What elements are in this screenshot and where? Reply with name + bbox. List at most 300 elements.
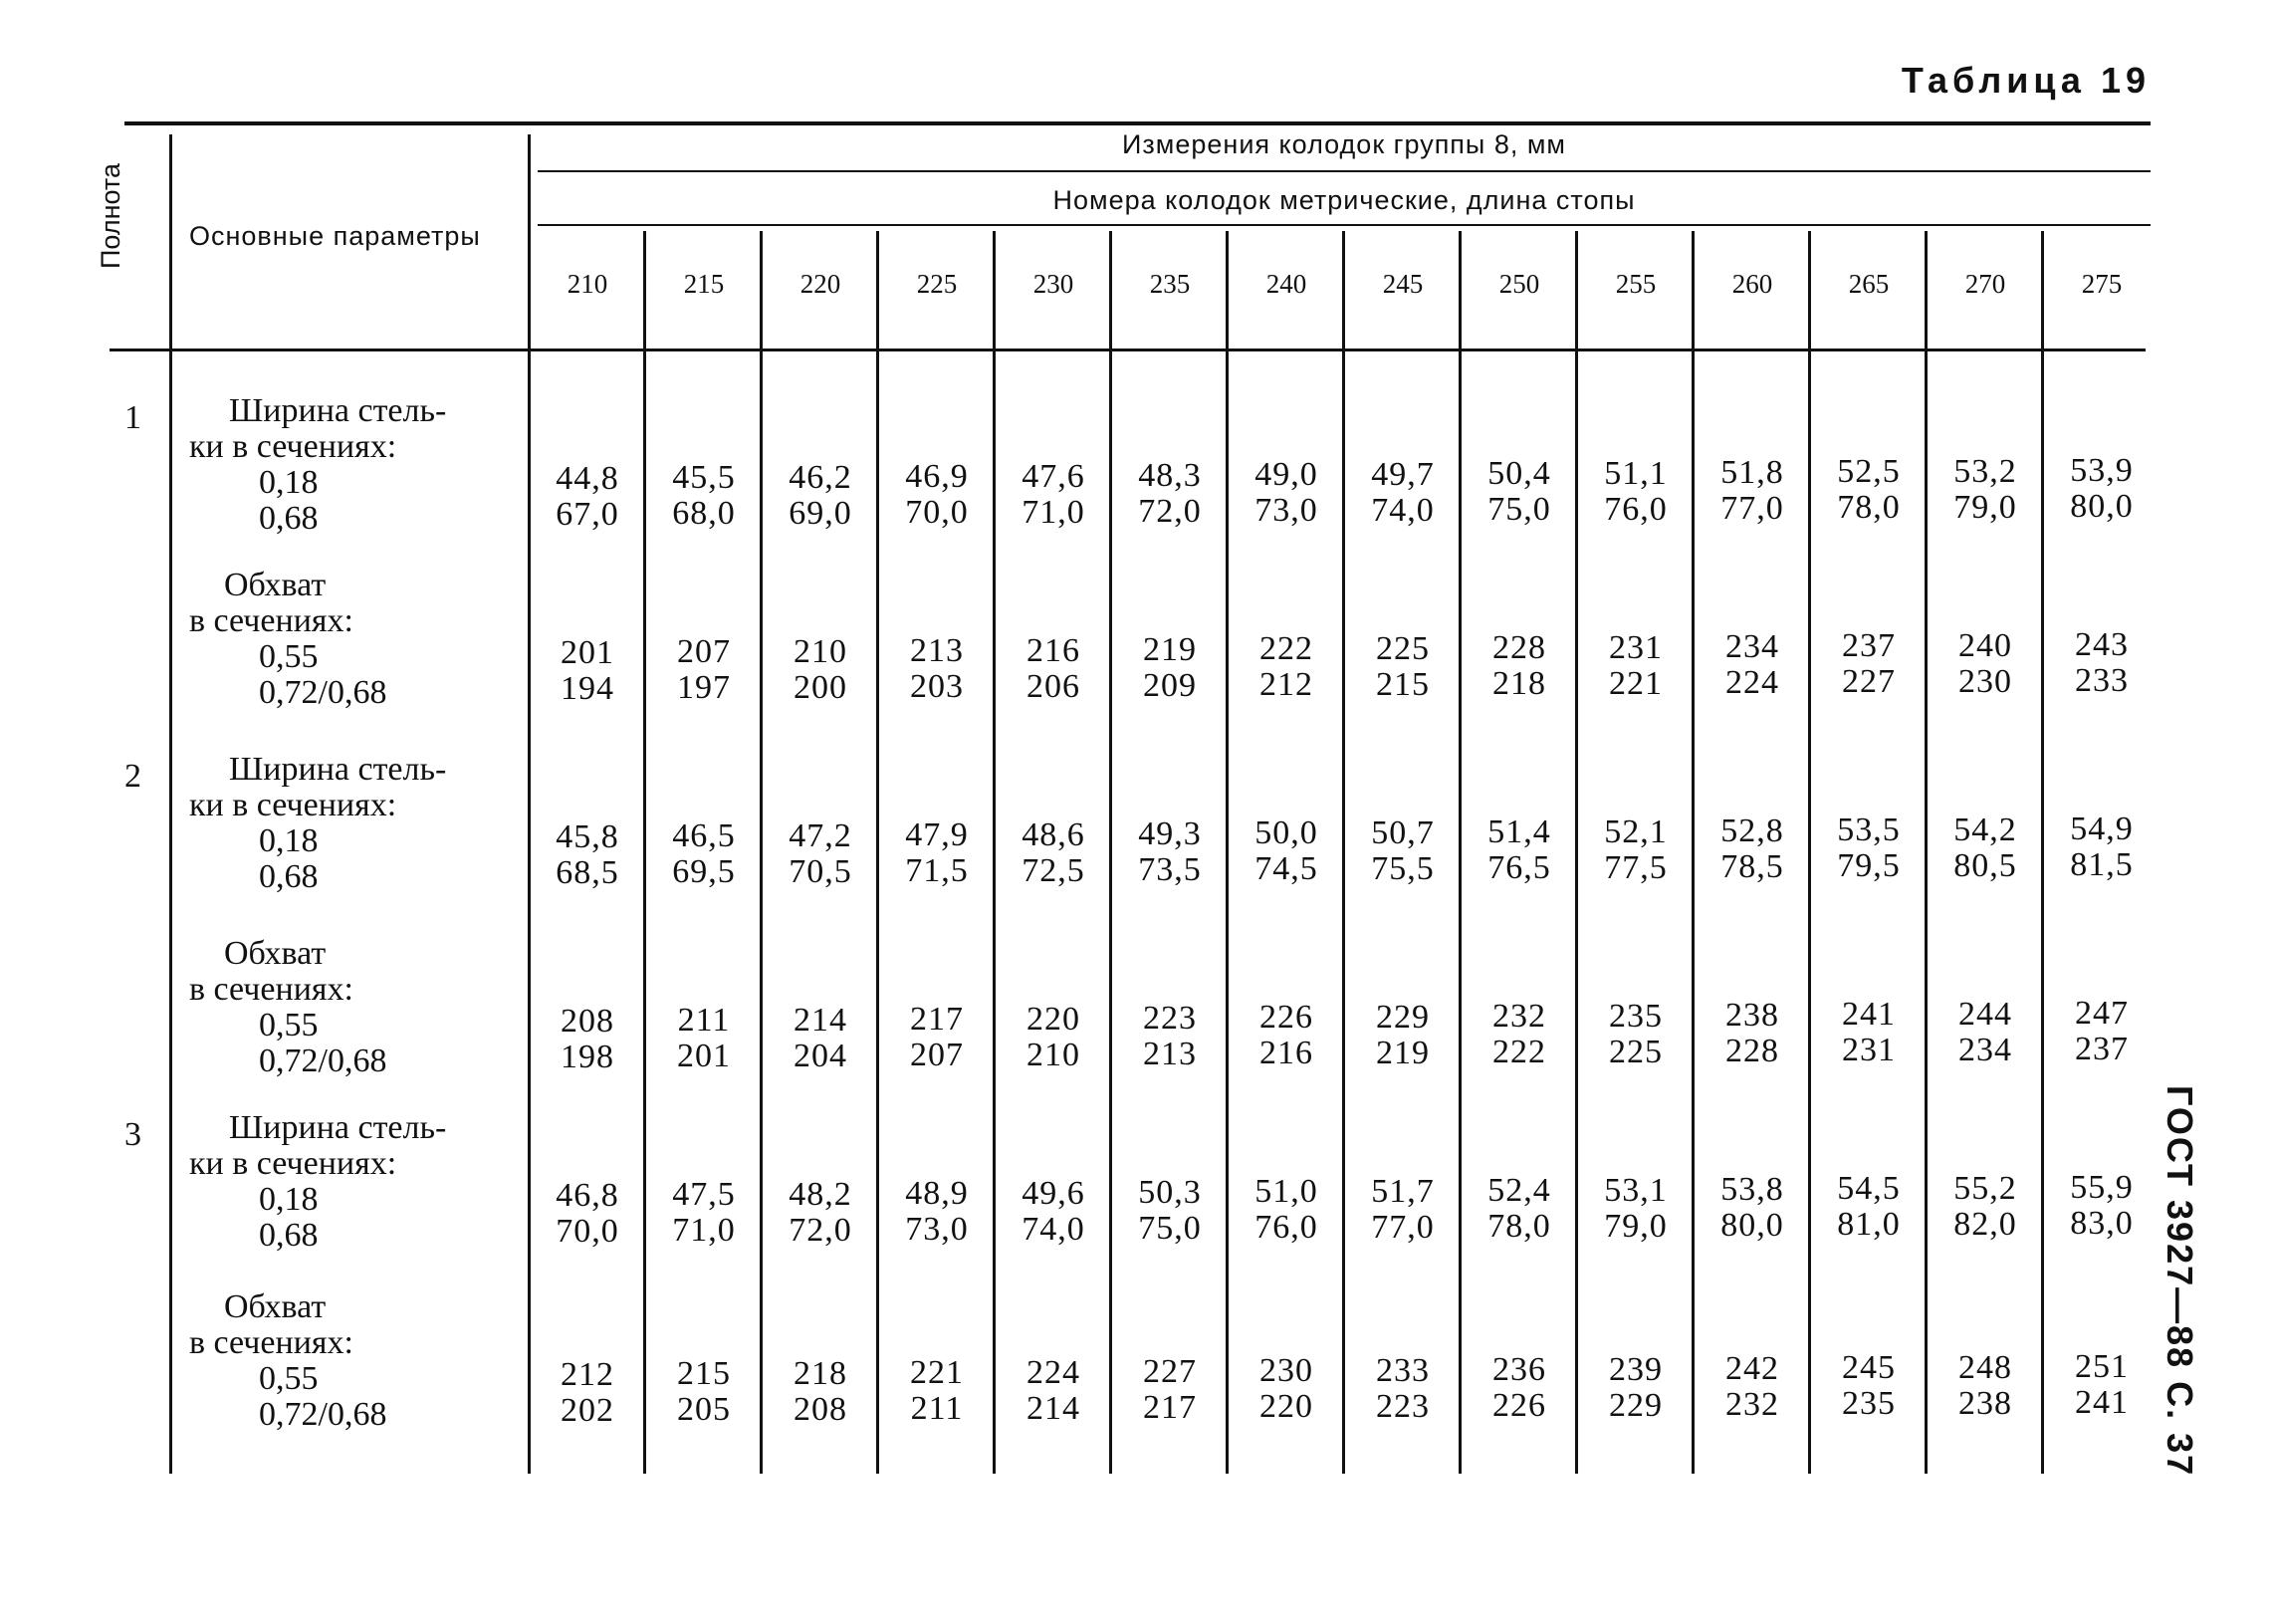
cell-value-a: 233 — [1376, 1352, 1430, 1389]
header-bottom-rule — [110, 348, 2146, 351]
cell-value-b: 212 — [1259, 666, 1313, 703]
cell-value-a: 239 — [1609, 1351, 1663, 1388]
cell-value-b: 198 — [561, 1039, 614, 1075]
table-cell — [1462, 630, 1577, 702]
table-cell — [1928, 628, 2043, 700]
cell-value-b: 74,0 — [1371, 492, 1435, 529]
label-line: 0,68 — [259, 858, 319, 895]
cell-value-b: 225 — [1609, 1034, 1663, 1070]
cell-value-a: 232 — [1492, 998, 1546, 1035]
cell-value-a: 223 — [1143, 1000, 1197, 1037]
table-cell — [1112, 816, 1228, 888]
cell-value-a: 45,5 — [672, 459, 736, 496]
cell-value-a: 214 — [794, 1002, 847, 1039]
cell-value-a: 47,9 — [905, 816, 969, 853]
cell-value-a: 50,7 — [1371, 814, 1435, 851]
cell-value-b: 83,0 — [2070, 1205, 2134, 1242]
table-cell — [879, 1176, 995, 1248]
cell-value-a: 49,6 — [1022, 1175, 1085, 1212]
cell-value-a: 52,4 — [1487, 1172, 1551, 1209]
cell-value-b: 220 — [1259, 1388, 1313, 1425]
cell-value-b: 222 — [1492, 1034, 1546, 1070]
cell-value-a: 52,5 — [1837, 453, 1901, 490]
table-cell — [1695, 455, 1810, 527]
cell-value-b: 73,0 — [905, 1211, 969, 1248]
table-cell — [1345, 457, 1461, 529]
table-cell — [646, 1003, 762, 1074]
column-header-params: Основные параметры — [189, 221, 481, 251]
cell-value-b: 221 — [1609, 665, 1663, 702]
cell-value-b: 67,0 — [556, 496, 619, 533]
cell-value-a: 213 — [910, 632, 964, 669]
cell-value-a: 54,2 — [1953, 812, 2017, 848]
cell-value-a: 50,4 — [1487, 455, 1551, 492]
cell-value-b: 232 — [1725, 1386, 1779, 1423]
polnota-value: 3 — [124, 1116, 141, 1153]
polnota-value: 2 — [124, 758, 141, 795]
cell-value-b: 76,5 — [1487, 849, 1551, 886]
cell-value-a: 46,2 — [789, 459, 852, 496]
label-line: 0,55 — [259, 1007, 319, 1044]
label-line: Ширина стель- — [229, 1109, 447, 1146]
cell-value-a: 235 — [1609, 998, 1663, 1035]
table-cell — [996, 1176, 1111, 1248]
table-cell — [1695, 998, 1810, 1069]
table-cell — [1462, 456, 1577, 528]
cell-value-b: 78,5 — [1720, 848, 1784, 885]
cell-value-a: 51,7 — [1371, 1173, 1435, 1210]
cell-value-a: 237 — [1842, 627, 1896, 664]
cell-value-b: 229 — [1609, 1387, 1663, 1424]
table-cell — [1229, 1174, 1344, 1246]
table-cell — [879, 633, 995, 705]
shoe-number-header: 275 — [2081, 269, 2123, 299]
table-title: Таблица 19 — [1901, 60, 2151, 101]
table-cell — [530, 635, 645, 707]
cell-value-b: 81,5 — [2070, 846, 2134, 883]
cell-value-b: 80,0 — [2070, 488, 2134, 525]
cell-value-a: 227 — [1143, 1353, 1197, 1390]
cell-value-a: 54,9 — [2070, 811, 2134, 847]
cell-value-b: 70,5 — [789, 853, 852, 890]
label-line: 0,72/0,68 — [259, 674, 387, 711]
table-cell — [879, 1355, 995, 1427]
cell-value-a: 48,2 — [789, 1176, 852, 1213]
cell-value-b: 72,0 — [1138, 493, 1202, 530]
table-cell — [1345, 815, 1461, 887]
shoe-number-header: 240 — [1265, 269, 1307, 299]
table-cell — [1229, 631, 1344, 703]
table-cell — [1928, 812, 2043, 884]
table-cell — [1811, 812, 1927, 884]
cell-value-a: 211 — [677, 1002, 731, 1039]
label-line: ки в сечениях: — [189, 787, 397, 823]
table-cell — [1811, 1171, 1927, 1243]
cell-value-b: 214 — [1026, 1390, 1080, 1427]
cell-value-a: 54,5 — [1837, 1170, 1901, 1207]
cell-value-b: 75,5 — [1371, 850, 1435, 887]
label-line: Обхват — [224, 935, 327, 972]
cell-value-b: 234 — [1958, 1032, 2012, 1068]
cell-value-b: 204 — [794, 1038, 847, 1074]
cell-value-b: 73,5 — [1138, 851, 1202, 888]
cell-value-b: 72,5 — [1022, 852, 1085, 889]
cell-value-b: 209 — [1143, 667, 1197, 704]
insole-width-label — [189, 1110, 446, 1254]
label-line: ки в сечениях: — [189, 428, 397, 465]
cell-value-a: 47,5 — [672, 1176, 736, 1213]
cell-value-a: 244 — [1958, 996, 2012, 1033]
table-cell — [1578, 456, 1694, 528]
table-cell — [1811, 997, 1927, 1068]
label-line: Обхват — [224, 567, 327, 603]
table-cell — [1695, 629, 1810, 701]
shoe-number-header: 235 — [1149, 269, 1191, 299]
cell-value-b: 69,0 — [789, 495, 852, 532]
table-cell — [1112, 1175, 1228, 1247]
table-cell — [1462, 999, 1577, 1070]
cell-value-b: 75,0 — [1487, 491, 1551, 528]
table-cell — [2044, 627, 2160, 699]
table-cell — [879, 459, 995, 531]
table-cell — [763, 1177, 878, 1249]
cell-value-b: 80,0 — [1720, 1207, 1784, 1244]
column-header-polnota: Полнота — [96, 163, 125, 269]
label-line: 0,68 — [259, 500, 319, 537]
table-cell — [1229, 1000, 1344, 1071]
table-cell — [1695, 1351, 1810, 1423]
cell-value-b: 206 — [1026, 668, 1080, 705]
cell-value-a: 224 — [1026, 1354, 1080, 1391]
cell-value-b: 70,0 — [905, 494, 969, 531]
label-line: 0,18 — [259, 822, 319, 859]
cell-value-a: 53,1 — [1604, 1172, 1668, 1209]
label-line: 0,55 — [259, 1360, 319, 1397]
cell-value-b: 218 — [1492, 665, 1546, 702]
cell-value-a: 248 — [1958, 1349, 2012, 1386]
label-line: в сечениях: — [189, 1324, 353, 1361]
cell-value-a: 48,6 — [1022, 816, 1085, 853]
cell-value-b: 79,5 — [1837, 847, 1901, 884]
cell-value-a: 229 — [1376, 999, 1430, 1036]
cell-value-a: 230 — [1259, 1352, 1313, 1389]
cell-value-a: 48,3 — [1138, 457, 1202, 494]
table-cell — [1578, 630, 1694, 702]
cell-value-a: 51,0 — [1254, 1173, 1318, 1210]
shoe-number-header: 230 — [1032, 269, 1074, 299]
cell-value-b: 71,0 — [1022, 494, 1085, 531]
table-cell — [1345, 1353, 1461, 1425]
table-cell — [530, 1178, 645, 1250]
table-cell — [1928, 1350, 2043, 1422]
cell-value-a: 49,0 — [1254, 456, 1318, 493]
cell-value-b: 72,0 — [789, 1212, 852, 1249]
shoe-number-header: 260 — [1731, 269, 1773, 299]
label-line: в сечениях: — [189, 602, 353, 639]
cell-value-a: 51,1 — [1604, 455, 1668, 492]
table-cell — [1928, 1171, 2043, 1243]
cell-value-a: 52,8 — [1720, 812, 1784, 849]
label-line: 0,18 — [259, 1181, 319, 1218]
cell-value-a: 210 — [794, 633, 847, 670]
table-cell — [996, 1355, 1111, 1427]
table-cell — [996, 817, 1111, 889]
cell-value-b: 238 — [1958, 1385, 2012, 1422]
cell-value-b: 73,0 — [1254, 492, 1318, 529]
table-cell — [530, 1004, 645, 1075]
cell-value-a: 216 — [1026, 632, 1080, 669]
cell-value-a: 238 — [1725, 997, 1779, 1034]
label-line: 0,72/0,68 — [259, 1043, 387, 1079]
label-line: в сечениях: — [189, 971, 353, 1008]
table-cell — [996, 633, 1111, 705]
label-line: 0,55 — [259, 638, 319, 675]
cell-value-b: 78,0 — [1837, 489, 1901, 526]
cell-value-b: 224 — [1725, 664, 1779, 701]
cell-value-b: 226 — [1492, 1387, 1546, 1424]
table-cell — [1462, 1173, 1577, 1245]
cell-value-b: 202 — [561, 1392, 614, 1429]
cell-value-b: 235 — [1842, 1385, 1896, 1422]
cell-value-a: 226 — [1259, 999, 1313, 1036]
table-cell — [646, 1356, 762, 1428]
cell-value-b: 223 — [1376, 1388, 1430, 1425]
divider-params — [528, 134, 531, 1474]
cell-value-b: 194 — [561, 670, 614, 707]
cell-value-b: 75,0 — [1138, 1210, 1202, 1247]
table-cell — [996, 459, 1111, 531]
cell-value-b: 219 — [1376, 1035, 1430, 1071]
table-cell — [1112, 1001, 1228, 1072]
girth-label — [189, 936, 386, 1079]
shoe-number-header: 255 — [1615, 269, 1657, 299]
insole-width-label — [189, 752, 446, 895]
cell-value-b: 68,5 — [556, 854, 619, 891]
subgroup-header: Номера колодок метрические, длина стопы — [1052, 185, 1636, 215]
table-cell — [646, 1177, 762, 1249]
cell-value-a: 228 — [1492, 629, 1546, 666]
table-cell — [1112, 1354, 1228, 1426]
cell-value-a: 46,8 — [556, 1177, 619, 1214]
cell-value-b: 77,0 — [1720, 490, 1784, 527]
subgroup-rule — [538, 224, 2151, 226]
cell-value-b: 82,0 — [1953, 1206, 2017, 1243]
insole-width-label — [189, 393, 446, 537]
table-cell — [1112, 458, 1228, 530]
cell-value-a: 44,8 — [556, 460, 619, 497]
cell-value-a: 251 — [2075, 1348, 2129, 1385]
table-cell — [646, 818, 762, 890]
cell-value-a: 51,8 — [1720, 454, 1784, 491]
cell-value-b: 77,0 — [1371, 1209, 1435, 1246]
cell-value-a: 48,9 — [905, 1175, 969, 1212]
cell-value-b: 68,0 — [672, 495, 736, 532]
table-cell — [1578, 1352, 1694, 1424]
cell-value-b: 81,0 — [1837, 1206, 1901, 1243]
group-header: Измерения колодок группы 8, мм — [1122, 129, 1566, 159]
shoe-number-header: 265 — [1848, 269, 1890, 299]
standard-page-reference: ГОСТ 3927—88 С. 37 — [2160, 1085, 2200, 1478]
label-line: ки в сечениях: — [189, 1145, 397, 1182]
table-cell — [1345, 1174, 1461, 1246]
cell-value-a: 215 — [677, 1355, 731, 1392]
cell-value-b: 71,5 — [905, 852, 969, 889]
cell-value-a: 201 — [561, 634, 614, 671]
cell-value-a: 234 — [1725, 628, 1779, 665]
cell-value-a: 222 — [1259, 630, 1313, 667]
shoe-number-header: 215 — [683, 269, 725, 299]
cell-value-b: 79,0 — [1604, 1208, 1668, 1245]
table-cell — [530, 819, 645, 891]
girth-label — [189, 1289, 386, 1433]
table-cell — [2044, 812, 2160, 883]
cell-value-b: 210 — [1026, 1037, 1080, 1073]
cell-value-a: 51,4 — [1487, 813, 1551, 850]
cell-value-a: 245 — [1842, 1349, 1896, 1386]
cell-value-a: 46,9 — [905, 458, 969, 495]
table-cell — [763, 1003, 878, 1074]
cell-value-b: 205 — [677, 1391, 731, 1428]
cell-value-b: 197 — [677, 669, 731, 706]
girth-label — [189, 568, 386, 711]
cell-value-b: 241 — [2075, 1384, 2129, 1421]
shoe-number-header: 245 — [1382, 269, 1424, 299]
table-cell — [763, 634, 878, 706]
table-cell — [763, 818, 878, 890]
table-cell — [1811, 1350, 1927, 1422]
cell-value-b: 76,0 — [1604, 491, 1668, 528]
cell-value-a: 47,6 — [1022, 458, 1085, 495]
cell-value-b: 71,0 — [672, 1212, 736, 1249]
label-line: 0,68 — [259, 1217, 319, 1254]
table-cell — [1695, 813, 1810, 885]
cell-value-b: 207 — [910, 1037, 964, 1073]
cell-value-a: 240 — [1958, 627, 2012, 664]
cell-value-b: 237 — [2075, 1031, 2129, 1067]
table-cell — [1928, 454, 2043, 526]
label-line: 0,18 — [259, 464, 319, 501]
cell-value-a: 50,3 — [1138, 1174, 1202, 1211]
table-cell — [996, 1002, 1111, 1073]
table-cell — [530, 461, 645, 533]
cell-value-b: 217 — [1143, 1389, 1197, 1426]
shoe-number-header: 225 — [916, 269, 958, 299]
table-cell — [1462, 1352, 1577, 1424]
table-cell — [2044, 996, 2160, 1067]
cell-value-a: 231 — [1609, 629, 1663, 666]
cell-value-a: 225 — [1376, 630, 1430, 667]
cell-value-a: 53,2 — [1953, 453, 2017, 490]
cell-value-a: 49,7 — [1371, 456, 1435, 493]
cell-value-a: 53,8 — [1720, 1171, 1784, 1208]
shoe-number-header: 250 — [1498, 269, 1540, 299]
table-cell — [763, 1356, 878, 1428]
cell-value-a: 45,8 — [556, 818, 619, 855]
cell-value-a: 208 — [561, 1003, 614, 1040]
table-cell — [530, 1357, 645, 1429]
cell-value-a: 243 — [2075, 626, 2129, 663]
cell-value-b: 227 — [1842, 663, 1896, 700]
cell-value-b: 74,5 — [1254, 850, 1318, 887]
cell-value-b: 215 — [1376, 666, 1430, 703]
table-cell — [2044, 453, 2160, 525]
cell-value-b: 208 — [794, 1391, 847, 1428]
cell-value-b: 76,0 — [1254, 1209, 1318, 1246]
table-cell — [763, 460, 878, 532]
cell-value-a: 219 — [1143, 631, 1197, 668]
table-cell — [1462, 814, 1577, 886]
cell-value-a: 247 — [2075, 995, 2129, 1032]
cell-value-b: 200 — [794, 669, 847, 706]
table-cell — [1578, 1173, 1694, 1245]
cell-value-b: 79,0 — [1953, 489, 2017, 526]
table-cell — [1811, 454, 1927, 526]
polnota-value: 1 — [124, 399, 141, 436]
table-cell — [2044, 1349, 2160, 1421]
cell-value-a: 217 — [910, 1001, 964, 1038]
cell-value-a: 212 — [561, 1356, 614, 1393]
cell-value-b: 213 — [1143, 1036, 1197, 1072]
table-cell — [646, 460, 762, 532]
cell-value-a: 241 — [1842, 996, 1896, 1033]
cell-value-a: 242 — [1725, 1350, 1779, 1387]
table-cell — [1578, 814, 1694, 886]
cell-value-b: 78,0 — [1487, 1208, 1551, 1245]
label-line: Ширина стель- — [229, 392, 447, 429]
table-cell — [1811, 628, 1927, 700]
cell-value-b: 80,5 — [1953, 847, 2017, 884]
cell-value-b: 216 — [1259, 1035, 1313, 1071]
shoe-number-header: 270 — [1964, 269, 2006, 299]
cell-value-a: 50,0 — [1254, 814, 1318, 851]
table-cell — [1695, 1172, 1810, 1244]
label-line: 0,72/0,68 — [259, 1396, 387, 1433]
table-cell — [1229, 1353, 1344, 1425]
table-cell — [2044, 1170, 2160, 1242]
cell-value-a: 52,1 — [1604, 813, 1668, 850]
table-cell — [1112, 632, 1228, 704]
cell-value-a: 46,5 — [672, 817, 736, 854]
cell-value-a: 221 — [910, 1354, 964, 1391]
table-cell — [1345, 1000, 1461, 1071]
label-line: Ширина стель- — [229, 751, 447, 788]
cell-value-a: 55,2 — [1953, 1170, 2017, 1207]
table-cell — [1928, 997, 2043, 1068]
cell-value-a: 218 — [794, 1355, 847, 1392]
cell-value-a: 53,9 — [2070, 452, 2134, 489]
cell-value-b: 74,0 — [1022, 1211, 1085, 1248]
cell-value-b: 231 — [1842, 1032, 1896, 1068]
cell-value-a: 207 — [677, 633, 731, 670]
table-cell — [1578, 999, 1694, 1070]
cell-value-a: 49,3 — [1138, 815, 1202, 852]
table-cell — [1229, 457, 1344, 529]
top-rule — [124, 121, 2151, 125]
cell-value-a: 53,5 — [1837, 812, 1901, 848]
cell-value-b: 230 — [1958, 663, 2012, 700]
table-cell — [1229, 815, 1344, 887]
cell-value-b: 70,0 — [556, 1213, 619, 1250]
cell-value-b: 69,5 — [672, 853, 736, 890]
shoe-number-header: 210 — [567, 269, 608, 299]
divider-polnota — [169, 134, 172, 1474]
table-cell — [879, 1002, 995, 1073]
shoe-number-header: 220 — [799, 269, 841, 299]
cell-value-b: 203 — [910, 668, 964, 705]
cell-value-b: 228 — [1725, 1033, 1779, 1069]
cell-value-a: 236 — [1492, 1351, 1546, 1388]
group-rule — [538, 170, 2151, 172]
